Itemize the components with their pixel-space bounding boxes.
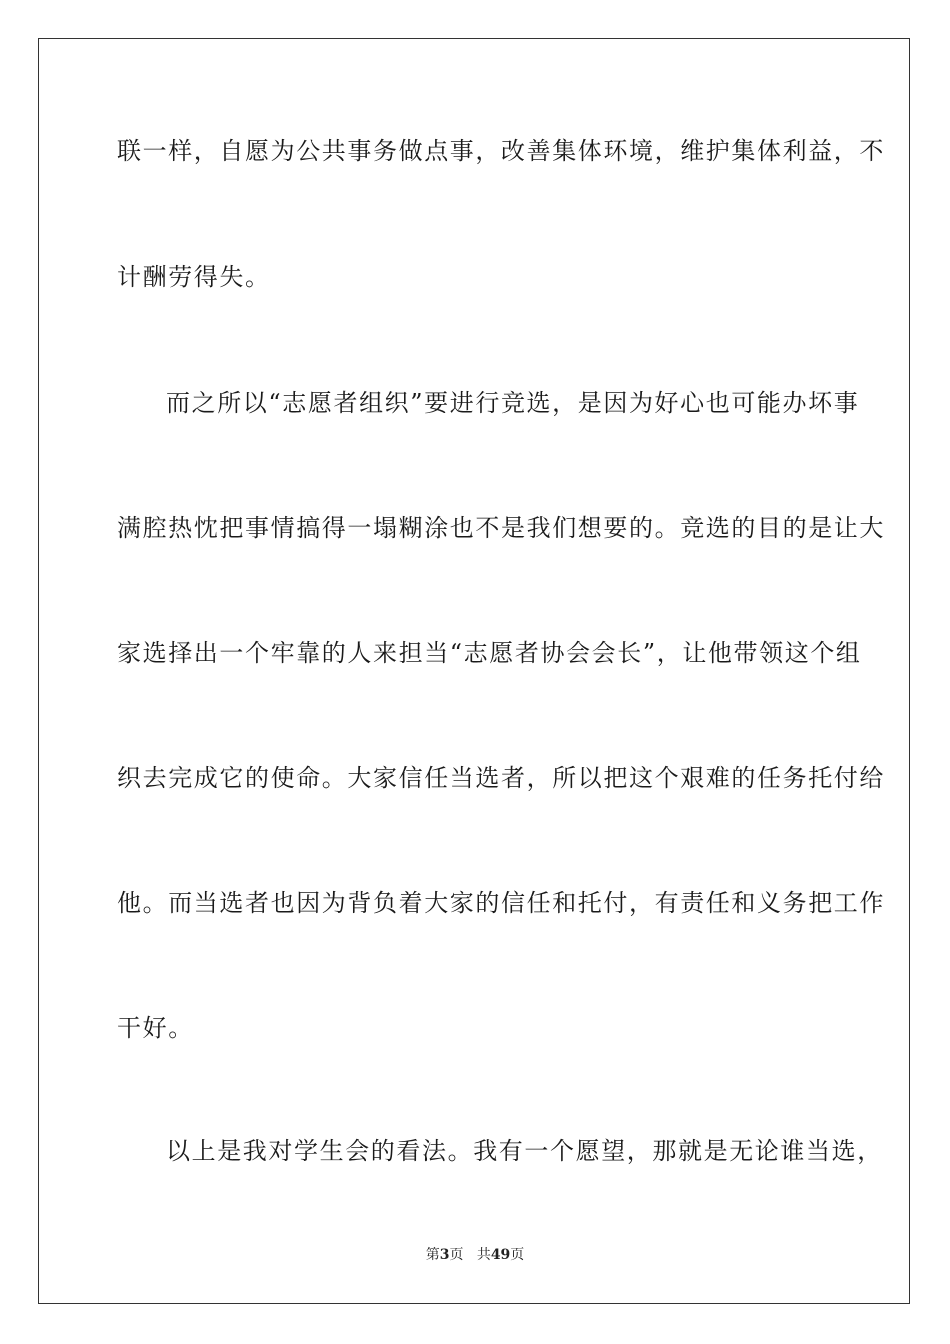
body-line-8: 干好。 [117, 1014, 194, 1042]
footer-page-suffix: 页 [449, 1247, 464, 1263]
footer-page-prefix: 第 [425, 1247, 440, 1263]
body-line-1: 联一样，自愿为公共事务做点事，改善集体环境，维护集体利益，不 [117, 137, 885, 165]
page-border [38, 38, 910, 1304]
body-line-2: 计酬劳得失。 [117, 263, 271, 291]
body-line-6: 织去完成它的使命。大家信任当选者，所以把这个艰难的任务托付给 [117, 764, 885, 792]
footer-total-pages: 49 [490, 1247, 511, 1263]
page-footer [0, 1246, 950, 1264]
footer-total-suffix: 页 [510, 1247, 525, 1263]
footer-page-number: 3 [439, 1247, 450, 1263]
body-line-5: 家选择出一个牢靠的人来担当“志愿者协会会长”，让他带领这个组 [117, 639, 862, 667]
body-line-9: 以上是我对学生会的看法。我有一个愿望，那就是无论谁当选， [166, 1137, 883, 1165]
body-line-3: 而之所以“志愿者组织”要进行竞选，是因为好心也可能办坏事 [166, 389, 860, 417]
footer-total-prefix: 共 [476, 1247, 491, 1263]
body-line-4: 满腔热忱把事情搞得一塌糊涂也不是我们想要的。竞选的目的是让大 [117, 514, 885, 542]
body-line-7: 他。而当选者也因为背负着大家的信任和托付，有责任和义务把工作 [117, 889, 885, 917]
